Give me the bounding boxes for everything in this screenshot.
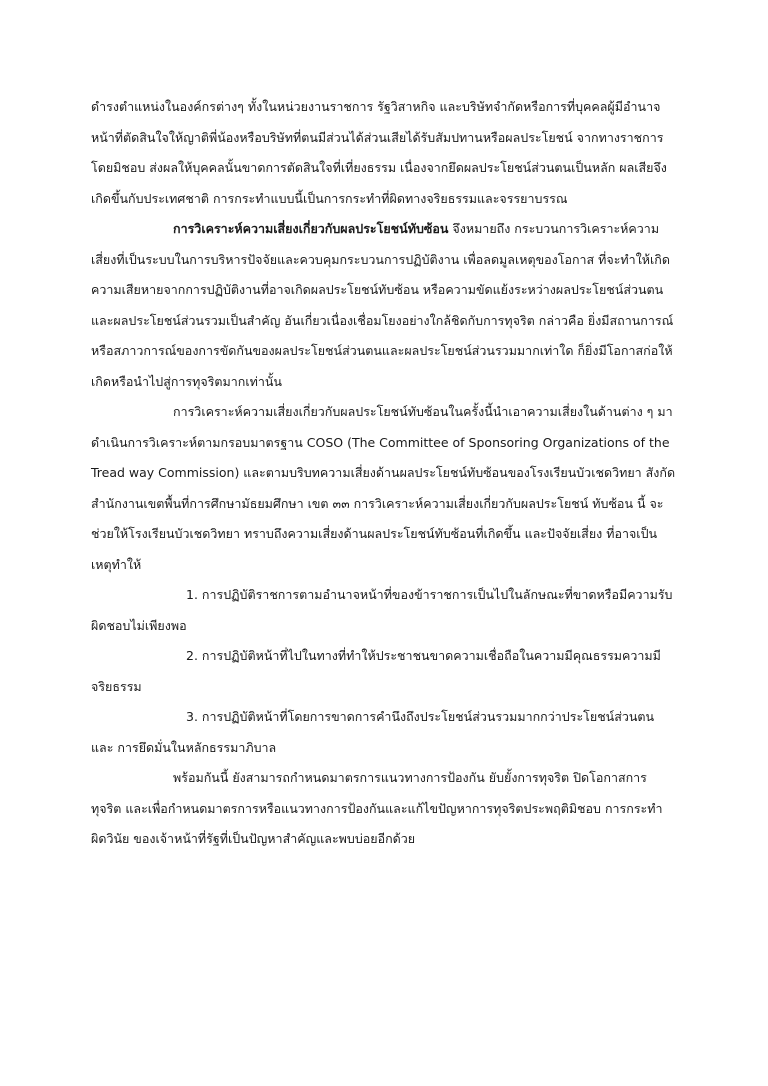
- list-item-3: 3. การปฏิบัติหน้าที่โดยการขาดการคำนึงถึงประโยชน์ส่วนรวมมากกว่าประโยชน์ส่วนตน และ การยึดมั่นในหลักธรรมาภิบาล: [91, 709, 655, 755]
- paragraph-conclusion: พร้อมกันนี้ ยังสามารถกำหนดมาตรการแนวทางการป้องกัน ยับยั้งการทุจริต ปิดโอกาสการทุจริต และเพื่อกำหนดมาตรการหรือแนวทางการป้องกันและแก้ไขปัญหาการทุจริตประพฤติมิชอบ การกระทำผิดวินัย ของเจ้าหน้าที่รัฐที่เป็นปัญหาสำคัญและพบบ่อยอีกด้วย: [91, 770, 663, 846]
- definition-text: จึงหมายถึง กระบวนการวิเคราะห์ความเสี่ยงที่เป็นระบบในการบริหารปัจจัยและควบคุมกระบวนการปฏิบัติงาน เพื่อลดมูลเหตุของโอกาส ที่จะทำให้เกิดความเสียหายจากการปฏิบัติงานที่อาจเกิดผลประโยชน์ทับซ้อน หรือความขัดแย้งระหว่างผลประโยชน์ส่วนตนและผลประโยชน์ส่วนรวมเป็นสำคัญ อันเกี่ยวเนื่องเชื่อมโยงอย่างใกล้ชิดกับการทุจริต กล่าวคือ ยิ่งมีสถานการณ์หรือสภาวการณ์ของการขัดกันของผลประโยชน์ส่วนตนและผลประโยชน์ส่วนรวมมากเท่าใด ก็ยิ่งมีโอกาสก่อให้เกิดหรือนำไปสู่การทุจริตมากเท่านั้น: [91, 221, 674, 389]
- list-item-1: 1. การปฏิบัติราชการตามอำนาจหน้าที่ของข้าราชการเป็นไปในลักษณะที่ขาดหรือมีความรับผิดชอบไม่เพียงพอ: [91, 587, 673, 633]
- paragraph-definition: [91, 214, 677, 397]
- definition-term: การวิเคราะห์ความเสี่ยงเกี่ยวกับผลประโยชน์ทับซ้อน: [173, 221, 449, 236]
- paragraph-intro-continuation: ดำรงตำแหน่งในองค์กรต่างๆ ทั้งในหน่วยงานราชการ รัฐวิสาหกิจ และบริษัทจำกัดหรือการที่บุคคลผู้มีอำนาจหน้าที่ตัดสินใจให้ญาติพี่น้องหรือบริษัทที่ตนมีส่วนได้ส่วนเสียได้รับสัมปทานหรือผลประโยชน์ จากทางราชการโดยมิชอบ ส่งผลให้บุคคลนั้นขาดการตัดสินใจที่เที่ยงธรรม เนื่องจากยึดผลประโยชน์ส่วนตนเป็นหลัก ผลเสียจึงเกิดขึ้นกับประเทศชาติ การกระทำแบบนี้เป็นการกระทำที่ผิดทางจริยธรรมและจรรยาบรรณ: [91, 99, 667, 206]
- document-body: [91, 92, 677, 855]
- paragraph-analysis: การวิเคราะห์ความเสี่ยงเกี่ยวกับผลประโยชน์ทับซ้อนในครั้งนี้นำเอาความเสี่ยงในด้านต่าง ๆ มาดำเนินการวิเคราะห์ตามกรอบมาตรฐาน COSO (The Committee of Sponsoring Organizations of the Tread way Commission) และตามบริบทความเสี่ยงด้านผลประโยชน์ทับซ้อนของโรงเรียนบัวเชดวิทยา สังกัดสำนักงานเขตพื้นที่การศึกษามัธยมศึกษา เขต ๓๓ การวิเคราะห์ความเสี่ยงเกี่ยวกับผลประโยชน์ ทับซ้อน นี้ จะช่วยให้โรงเรียนบัวเชดวิทยา ทราบถึงความเสี่ยงด้านผลประโยชน์ทับซ้อนที่เกิดขึ้น และปัจจัยเสี่ยง ที่อาจเป็นเหตุทำให้: [91, 404, 676, 572]
- list-item-2: 2. การปฏิบัติหน้าที่ไปในทางที่ทำให้ประชาชนขาดความเชื่อถือในความมีคุณธรรมความมีจริยธรรม: [91, 648, 661, 694]
